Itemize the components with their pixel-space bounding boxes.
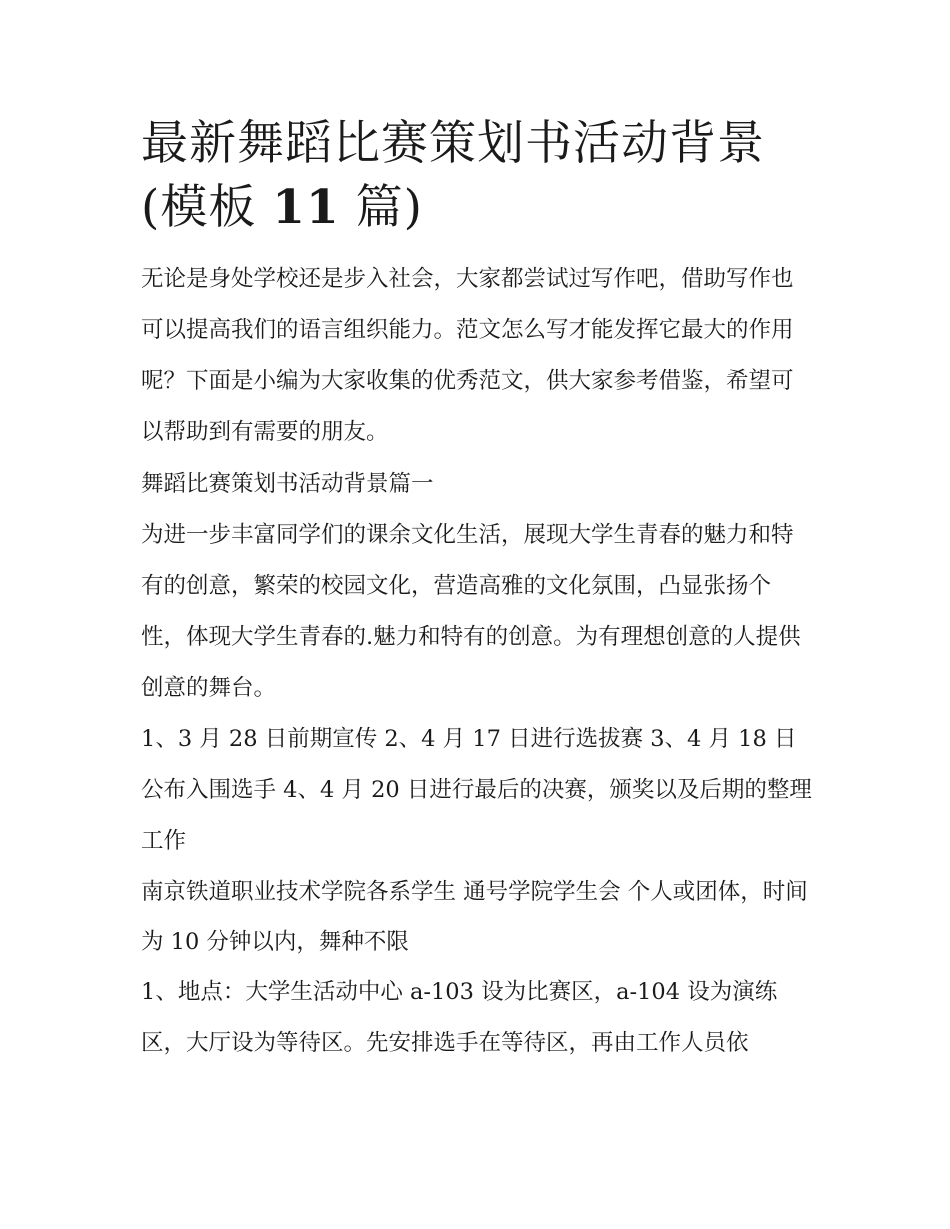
title-line-2-number: 11 <box>272 180 340 235</box>
title-line-1: 最新舞蹈比赛策划书活动背景 <box>141 116 765 171</box>
location-paragraph: 1、地点：大学生活动中心 a-103 设为比赛区，a-104 设为演练区，大厅设为等待区。先安排选手在等待区，再由工作人员依 <box>141 979 778 1056</box>
schedule-paragraph: 1、3 月 28 日前期宣传 2、4 月 17 日进行选拔赛 3、4 月 18 日公布入围选手 4、4 月 20 日进行最后的决赛，颁奖以及后期的整理工作 <box>141 726 812 854</box>
document-page <box>141 112 813 1069</box>
section-heading: 舞蹈比赛策划书活动背景篇一 <box>141 471 434 497</box>
title-line-2-close: 篇) <box>339 180 423 235</box>
document-title <box>141 112 813 240</box>
title-line-2-open: (模板 <box>141 180 273 235</box>
participants-paragraph: 南京铁道职业技术学院各系学生 通号学院学生会 个人或团体，时间为 10 分钟以内，舞种不限 <box>141 879 808 955</box>
background-paragraph: 为进一步丰富同学们的课余文化生活，展现大学生青春的魅力和特有的创意，繁荣的校园文化，营造高雅的文化氛围，凸显张扬个性，体现大学生青春的.魅力和特有的创意。为有理想创意的人提供创意的舞台。 <box>141 522 801 701</box>
intro-paragraph: 无论是身处学校还是步入社会，大家都尝试过写作吧，借助写作也可以提高我们的语言组织能力。范文怎么写才能发挥它最大的作用呢？下面是小编为大家收集的优秀范文，供大家参考借鉴，希望可以帮助到有需要的朋友。 <box>141 266 794 445</box>
